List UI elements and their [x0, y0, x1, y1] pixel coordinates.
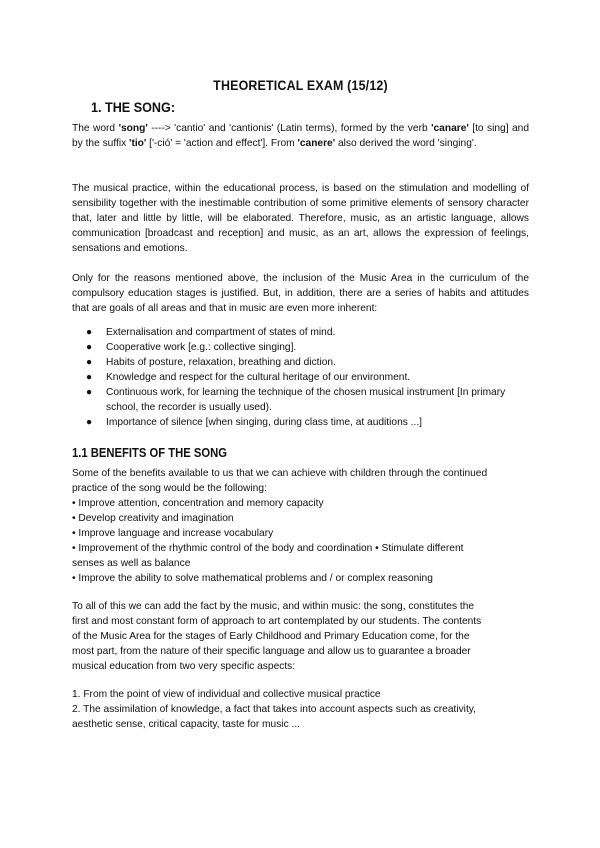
text-run: ----> 'cantio' and 'cantionis' (Latin terms), formed by the verb [147, 123, 432, 134]
bullet-dot: ● [86, 357, 93, 368]
bullet-dot: ● [86, 387, 93, 398]
list-item-text: Knowledge and respect for the cultural heritage of our environment. [106, 372, 411, 383]
text-line: most part, from the nature of their specific language and allow us to guarantee a broader [72, 646, 471, 657]
text-run: The word [72, 123, 119, 134]
list-item-text: Continuous work, for learning the technique of the chosen musical instrument [In primary school, the recorder is usually used). [106, 387, 506, 413]
list-item [86, 415, 529, 430]
list-item [86, 355, 529, 370]
text-line: • Develop creativity and imagination [72, 513, 234, 524]
text-line: 1. From the point of view of individual and collective musical practice [72, 689, 381, 700]
paragraph-approach-to-art [72, 599, 529, 674]
list-item [86, 370, 529, 385]
text-run: [to sing] and by the suffix [72, 123, 530, 149]
paragraph-music-area: Only for the reasons mentioned above, the inclusion of the Music Area in the curriculum of the compulsory education stages is justified. But, in addition, there are a series of habits and attitudes that are goals of all areas and that in music are even more inherent: [72, 273, 529, 314]
text-line: first and most constant form of approach to art contemplated by our students. The contents [72, 616, 482, 627]
section-heading-the-song: 1. THE SONG: [91, 99, 176, 115]
bold-term-canere: 'canere' [297, 138, 336, 149]
bold-term-canare: 'canare' [431, 123, 469, 134]
bold-term-tio: 'tio' [129, 138, 147, 149]
section-heading-benefits: 1.1 BENEFITS OF THE SONG [72, 446, 228, 460]
text-line: To all of this we can add the fact by the music, and within music: the song, constitutes the [72, 601, 475, 612]
text-line: musical education from two very specific aspects: [72, 661, 296, 672]
text-run: ['-ció' = 'action and effect']. From [146, 138, 298, 149]
habits-bullet-list [86, 325, 529, 430]
text-line: 2. The assimilation of knowledge, a fact that takes into account aspects such as creativity, [72, 704, 476, 715]
document-title: THEORETICAL EXAM (15/12) [213, 78, 388, 93]
bold-term-song: 'song' [118, 123, 148, 134]
text-line: • Improve attention, concentration and memory capacity [72, 498, 324, 509]
text-line: • Improve the ability to solve mathematical problems and / or complex reasoning [72, 573, 433, 584]
text-line: of the Music Area for the stages of Early Childhood and Primary Education come, for the [72, 631, 470, 642]
paragraph-benefits [72, 466, 529, 586]
list-item-text: Importance of silence [when singing, during class time, at auditions ...] [106, 417, 422, 428]
text-line: practice of the song would be the following: [72, 483, 267, 494]
text-line: aesthetic sense, critical capacity, taste for music ... [72, 719, 300, 730]
text-line: Some of the benefits available to us that we can achieve with children through the continued [72, 468, 488, 479]
list-item-text: Habits of posture, relaxation, breathing and diction. [106, 357, 336, 368]
text-line: • Improve language and increase vocabulary [72, 528, 274, 539]
list-item-text: Externalisation and compartment of states of mind. [106, 327, 336, 338]
list-item [86, 325, 529, 340]
paragraph-musical-practice: The musical practice, within the educational process, is based on the stimulation and modelling of sensibility together with the inestimable contribution of some primitive elements of sensory character that, later and little by little, will be elaborated. Therefore, music, as an artistic language, allows communication [broadcast and reception] and music, as an art, allows the expression of feelings, sensations and emotions. [72, 183, 529, 254]
text-run: also derived the word 'singing'. [335, 138, 477, 149]
bullet-dot: ● [86, 372, 93, 383]
bullet-dot: ● [86, 417, 93, 428]
bullet-dot: ● [86, 342, 93, 353]
numbered-aspects-list [72, 687, 529, 732]
text-line: senses as well as balance [72, 558, 191, 569]
list-item [86, 340, 529, 355]
paragraph-song-etymology [72, 121, 529, 151]
list-item [86, 385, 529, 415]
text-line: • Improvement of the rhythmic control of the body and coordination • Stimulate different [72, 543, 464, 554]
bullet-dot: ● [86, 327, 93, 338]
list-item-text: Cooperative work [e.g.: collective singing]. [106, 342, 297, 353]
